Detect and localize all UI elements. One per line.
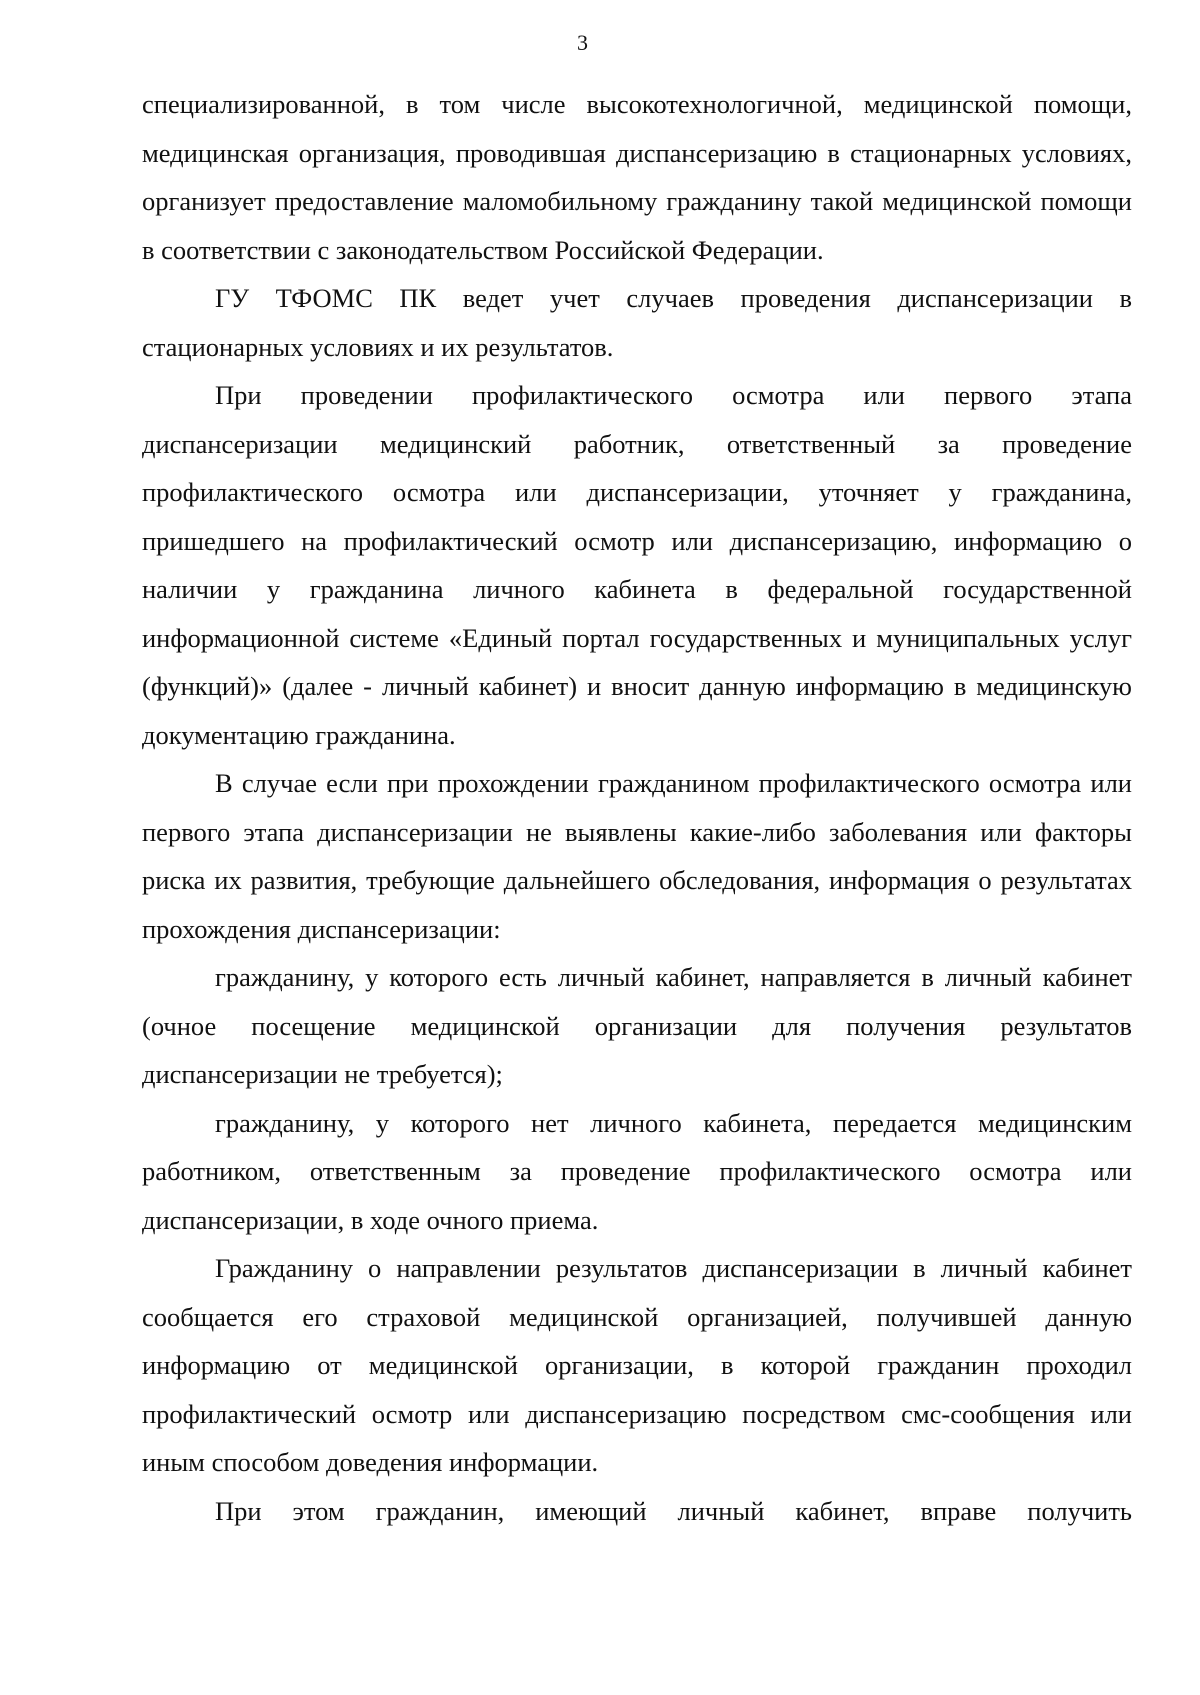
paragraph-2: ГУ ТФОМС ПК ведет учет случаев проведения диспансеризации в стационарных условиях и их результатов. <box>142 283 1132 362</box>
paragraph-8: При этом гражданин, имеющий личный кабинет, вправе получить <box>215 1495 1132 1526</box>
paragraph-4: В случае если при прохождении гражданином профилактического осмотра или первого этапа диспансеризации не выявлены какие-либо заболевания или факторы риска их развития, требующие дальнейшего обследования, информация о результатах прохождения диспансеризации: <box>142 768 1132 944</box>
paragraph-5: гражданину, у которого есть личный кабинет, направляется в личный кабинет (очное посещение медицинской организации для получения результатов диспансеризации не требуется); <box>142 962 1132 1089</box>
paragraph-3: При проведении профилактического осмотра или первого этапа диспансеризации медицинский работник, ответственный за проведение профилактического осмотра или диспансеризации, уточняет у гражданина, пришедшего на профилактический осмотр или диспансеризацию, информацию о наличии у гражданина личного кабинета в федеральной государственной информационной системе «Единый портал государственных и муниципальных услуг (функций)» (далее - личный кабинет) и вносит данную информацию в медицинскую документацию гражданина. <box>142 380 1132 750</box>
page-number: 3 <box>577 30 588 55</box>
paragraph-1: специализированной, в том числе высокотехнологичной, медицинской помощи, медицинская организация, проводившая диспансеризацию в стационарных условиях, организует предоставление маломобильному гражданину такой медицинской помощи в соответствии с законодательством Российской Федерации. <box>142 89 1132 265</box>
document-body <box>142 80 1132 1535</box>
paragraph-7: Гражданину о направлении результатов диспансеризации в личный кабинет сообщается его страховой медицинской организацией, получившей данную информацию от медицинской организации, в которой гражданин проходил профилактический осмотр или диспансеризацию посредством смс-сообщения или иным способом доведения информации. <box>142 1253 1132 1477</box>
paragraph-6: гражданину, у которого нет личного кабинета, передается медицинским работником, ответственным за проведение профилактического осмотра или диспансеризации, в ходе очного приема. <box>142 1107 1132 1235</box>
